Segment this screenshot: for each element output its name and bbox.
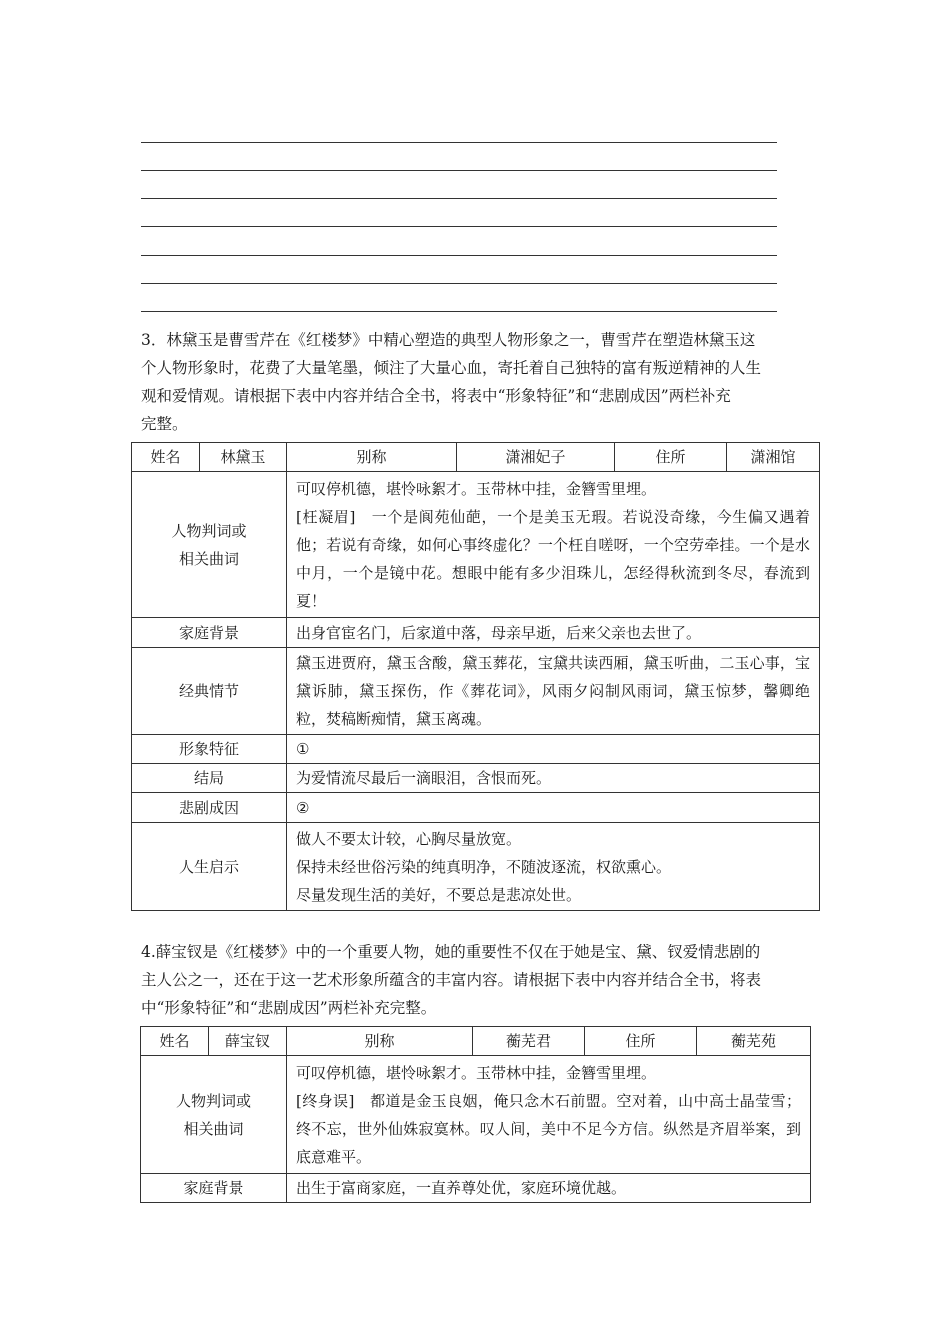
answer-line[interactable] bbox=[141, 255, 777, 256]
name-value: 林黛玉 bbox=[200, 443, 287, 472]
verdict-text: 可叹停机德，堪怜咏絮才。玉带林中挂，金簪雪里埋。 [终身误] 都道是金玉良姻，俺只念木石前盟。空对着，山中高士晶莹雪；终不忘，世外仙姝寂寞林。叹人间，美中不足今方信。纵然是齐眉举案，到底意难平。 bbox=[287, 1056, 811, 1174]
plot-text: 黛玉进贾府，黛玉含酸，黛玉葬花，宝黛共读西厢，黛玉听曲，二玉心事，宝黛诉肺，黛玉探伤，作《葬花词》，风雨夕闷制风雨词，黛玉惊梦，馨卿绝粒，焚稿断痴情，黛玉离魂。 bbox=[287, 648, 820, 735]
prompt-line: 主人公之一，还在于这一艺术形象所蕴含的丰富内容。请根据下表中内容并结合全书，将表 bbox=[141, 971, 762, 989]
trait-label: 形象特征 bbox=[132, 735, 287, 764]
answer-line[interactable] bbox=[141, 198, 777, 199]
trait-answer-field[interactable]: ① bbox=[287, 735, 820, 764]
residence-value: 蘅芜苑 bbox=[697, 1027, 811, 1056]
xue-baochai-table bbox=[140, 1026, 811, 1203]
residence-label: 住所 bbox=[585, 1027, 697, 1056]
question-3-prompt bbox=[141, 326, 821, 438]
prompt-line: 中“形象特征”和“悲剧成因”两栏补充完整。 bbox=[141, 999, 437, 1017]
answer-line[interactable] bbox=[141, 170, 777, 171]
prompt-line: 完整。 bbox=[141, 415, 188, 433]
plot-label: 经典情节 bbox=[132, 648, 287, 735]
verdict-text: 可叹停机德，堪怜咏絮才。玉带林中挂，金簪雪里埋。 [枉凝眉] 一个是阆苑仙葩，一个是美玉无瑕。若说没奇缘，今生偏又遇着他；若说有奇缘，如何心事终虚化？一个枉自嗟呀，一个空劳牵挂。一个是水中月，一个是镜中花。想眼中能有多少泪珠儿，怎经得秋流到冬尽，春流到夏！ bbox=[287, 472, 820, 618]
alias-label: 别称 bbox=[287, 443, 457, 472]
family-label: 家庭背景 bbox=[132, 618, 287, 648]
alias-value: 潇湘妃子 bbox=[457, 443, 615, 472]
lesson-label: 人生启示 bbox=[132, 823, 287, 911]
alias-label: 别称 bbox=[287, 1027, 473, 1056]
cause-answer-field[interactable]: ② bbox=[287, 793, 820, 823]
ending-label: 结局 bbox=[132, 764, 287, 793]
lesson-text: 做人不要太计较，心胸尽量放宽。 保持未经世俗污染的纯真明净，不随波逐流，权欲熏心。 尽量发现生活的美好，不要总是悲凉处世。 bbox=[287, 823, 820, 911]
cause-label: 悲剧成因 bbox=[132, 793, 287, 823]
verdict-label: 人物判词或 相关曲词 bbox=[132, 472, 287, 618]
ending-text: 为爱情流尽最后一滴眼泪，含恨而死。 bbox=[287, 764, 820, 793]
name-value: 薛宝钗 bbox=[209, 1027, 287, 1056]
question-4-prompt bbox=[141, 938, 813, 1022]
verdict-label: 人物判词或 相关曲词 bbox=[141, 1056, 287, 1174]
answer-line[interactable] bbox=[141, 311, 777, 312]
prompt-line: 观和爱情观。请根据下表中内容并结合全书，将表中“形象特征”和“悲剧成因”两栏补充 bbox=[141, 387, 731, 405]
prompt-line: 个人物形象时，花费了大量笔墨，倾注了大量心血，寄托着自己独特的富有叛逆精神的人生 bbox=[141, 359, 762, 377]
family-label: 家庭背景 bbox=[141, 1174, 287, 1203]
lin-daiyu-table bbox=[131, 442, 820, 911]
prompt-line: 3．林黛玉是曹雪芹在《红楼梦》中精心塑造的典型人物形象之一，曹雪芹在塑造林黛玉这 bbox=[141, 331, 756, 349]
prompt-line: 4.薛宝钗是《红楼梦》中的一个重要人物，她的重要性不仅在于她是宝、黛、钗爱情悲剧的 bbox=[141, 943, 761, 961]
residence-label: 住所 bbox=[615, 443, 727, 472]
residence-value: 潇湘馆 bbox=[727, 443, 820, 472]
answer-line[interactable] bbox=[141, 283, 777, 284]
answer-line[interactable] bbox=[141, 226, 777, 227]
family-text: 出身官宦名门，后家道中落，母亲早逝，后来父亲也去世了。 bbox=[287, 618, 820, 648]
name-label: 姓名 bbox=[132, 443, 200, 472]
answer-line[interactable] bbox=[141, 142, 777, 143]
alias-value: 蘅芜君 bbox=[473, 1027, 585, 1056]
family-text: 出生于富商家庭，一直养尊处优，家庭环境优越。 bbox=[287, 1174, 811, 1203]
name-label: 姓名 bbox=[141, 1027, 209, 1056]
